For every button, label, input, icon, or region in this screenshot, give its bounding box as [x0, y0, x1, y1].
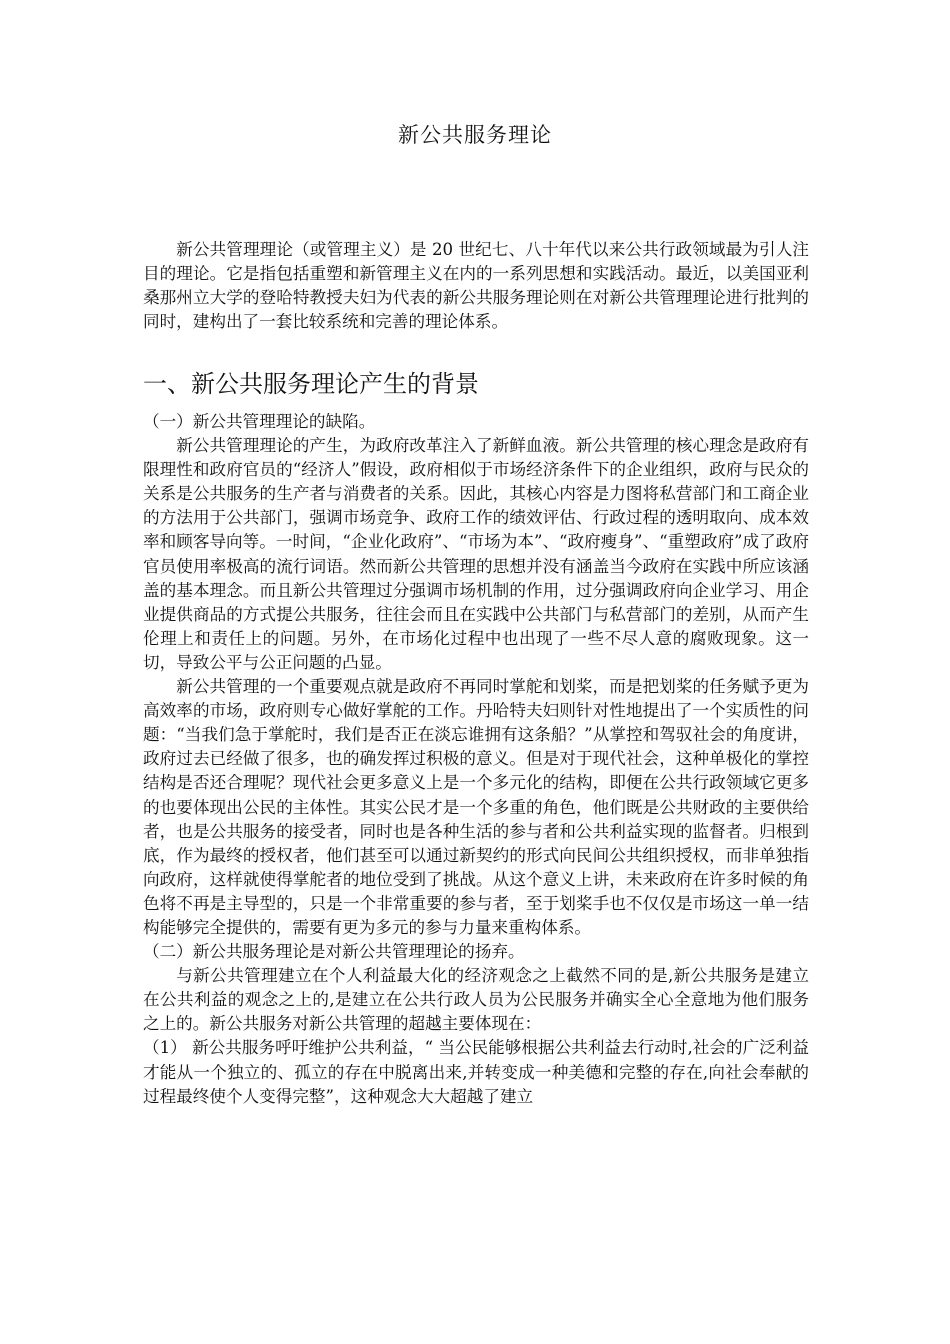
subheading-2: （二）新公共服务理论是对新公共管理理论的扬弃。: [143, 942, 525, 962]
section-body: [143, 410, 809, 1109]
paragraph-1: 新公共管理理论的产生，为政府改革注入了新鲜血液。新公共管理的核心理念是政府有限理性和政府官员的“经济人”假设，政府相似于市场经济条件下的企业组织，政府与民众的关系是公共服务的生产者与消费者的关系。因此，其核心内容是力图将私营部门和工商企业的方法用于公共部门，强调市场竞争、政府工作的绩效评估、行政过程的透明取向、成本效率和顾客导向等。一时间，“企业化政府”、“市场为本”、“政府瘦身”、“重塑政府”成了政府官员使用率极高的流行词语。然而新公共管理的思想并没有涵盖当今政府在实践中所应该涵盖的基本理念。而且新公共管理过分强调市场机制的作用，过分强调政府向企业学习、用企业提供商品的方式提公共服务，往往会而且在实践中公共部门与私营部门的差别，从而产生伦理上和责任上的问题。另外，在市场化过程中也出现了一些不尽人意的腐败现象。这一切，导致公平与公正问题的凸显。: [143, 436, 809, 672]
section-heading: 一、新公共服务理论产生的背景: [143, 370, 479, 398]
document-title: 新公共服务理论: [398, 123, 552, 147]
intro-text: 新公共管理理论（或管理主义）是 20 世纪七、八十年代以来公共行政领域最为引人注目的理论。它是指包括重塑和新管理主义在内的一系列思想和实践活动。最近，以美国亚利桑那州立大学的登哈特教授夫妇为代表的新公共服务理论则在对新公共管理理论进行批判的同时，建构出了一套比较系统和完善的理论体系。: [143, 240, 809, 332]
intro-paragraph: [143, 238, 809, 334]
paragraph-2: 新公共管理的一个重要观点就是政府不再同时掌舵和划桨，而是把划桨的任务赋予更为高效率的市场，政府则专心做好掌舵的工作。丹哈特夫妇则针对性地提出了一个实质性的问题：“当我们急于掌舵时，我们是否正在淡忘谁拥有这条船？”从掌控和驾驭社会的角度讲，政府过去已经做了很多，也的确发挥过积极的意义。但是对于现代社会，这种单极化的掌控结构是否还合理呢？现代社会更多意义上是一个多元化的结构，即便在公共行政领域它更多的也要体现出公民的主体性。其实公民才是一个多重的角色，他们既是公共财政的主要供给者，也是公共服务的接受者，同时也是各种生活的参与者和公共利益实现的监督者。归根到底，作为最终的授权者，他们甚至可以通过新契约的形式向民间公共组织授权，而非单独指向政府，这样就使得掌舵者的地位受到了挑战。从这个意义上讲，未来政府在许多时候的角色将不再是主导型的，只是一个非常重要的参与者，至于划桨手也不仅仅是市场这一单一结构能够完全提供的，需要有更为多元的参与力量来重构体系。: [143, 677, 809, 937]
subheading-1: （一）新公共管理理论的缺陷。: [143, 412, 376, 431]
paragraph-3: 与新公共管理建立在个人利益最大化的经济观念之上截然不同的是,新公共服务是建立在公共利益的观念之上的,是建立在公共行政人员为公民服务并确实全心全意地为他们服务之上的。新公共服务对新公共管理的超越主要体现在：: [143, 966, 809, 1034]
paragraph-4: （1） 新公共服务呼吁维护公共利益，“ 当公民能够根据公共利益去行动时,社会的广泛利益才能从一个独立的、孤立的存在中脱离出来,并转变成一种美德和完整的存在,向社会奉献的过程最终使个人变得完整”，这种观念大大超越了建立: [143, 1038, 809, 1106]
